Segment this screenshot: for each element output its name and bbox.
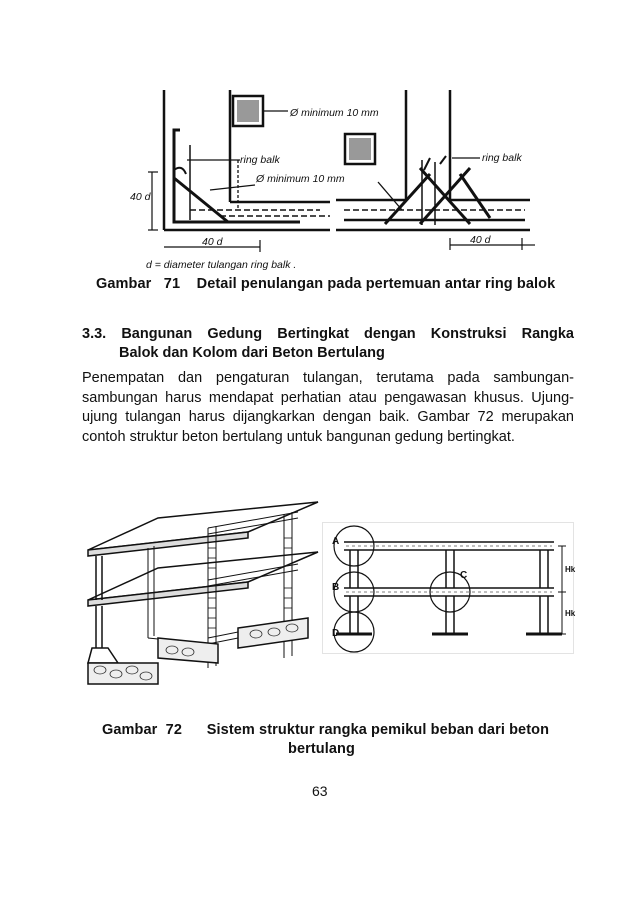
- node-label-c: C: [460, 570, 468, 581]
- figure-72-caption-line1: Gambar 72 Sistem struktur rangka pemikul beban dari beton: [102, 722, 550, 738]
- label-ring-balk-left: ring balk: [240, 154, 280, 166]
- page-number: 63: [312, 783, 328, 799]
- label-min-10mm-mid: Ø minimum 10 mm: [256, 173, 345, 185]
- node-label-b: B: [332, 582, 340, 593]
- dim-label-hk-bottom: Hk: [565, 609, 576, 618]
- label-min-10mm-top: Ø minimum 10 mm: [290, 107, 379, 119]
- figure-72-caption-line2: bertulang: [288, 741, 355, 757]
- node-label-d: D: [332, 628, 340, 639]
- label-40d-left: 40 d: [202, 236, 223, 248]
- body-paragraph: Penempatan dan pengaturan tulangan, terutama pada sambungan-sambungan harus mendapat perhatian atau pengawasan khusus. Ujung-ujung tulangan harus dijangkarkan dengan baik. Gambar 72 merupakan contoh struktur beton bertulang untuk bangunan gedung bertingkat.: [82, 370, 574, 445]
- figure-71-drawing: [130, 90, 550, 272]
- figure-71-legend: d = diameter tulangan ring balk .: [146, 259, 297, 271]
- node-label-a: A: [332, 536, 340, 547]
- section-heading: [82, 325, 574, 363]
- label-40d-right: 40 d: [470, 234, 491, 246]
- section-heading-line2: Balok dan Kolom dari Beton Bertulang: [119, 345, 385, 361]
- label-ring-balk-right: ring balk: [482, 152, 522, 164]
- figure-72-perspective-drawing: [88, 488, 328, 688]
- figure-71-caption: Gambar 71 Detail penulangan pada pertemuan antar ring balok: [96, 276, 556, 292]
- label-40d-vertical: 40 d: [130, 191, 151, 203]
- figure-72-elevation-drawing: [322, 522, 574, 654]
- section-heading-line1: 3.3. Bangunan Gedung Bertingkat dengan Konstruksi Rangka: [82, 326, 574, 342]
- dim-label-hk-top: Hk: [565, 565, 576, 574]
